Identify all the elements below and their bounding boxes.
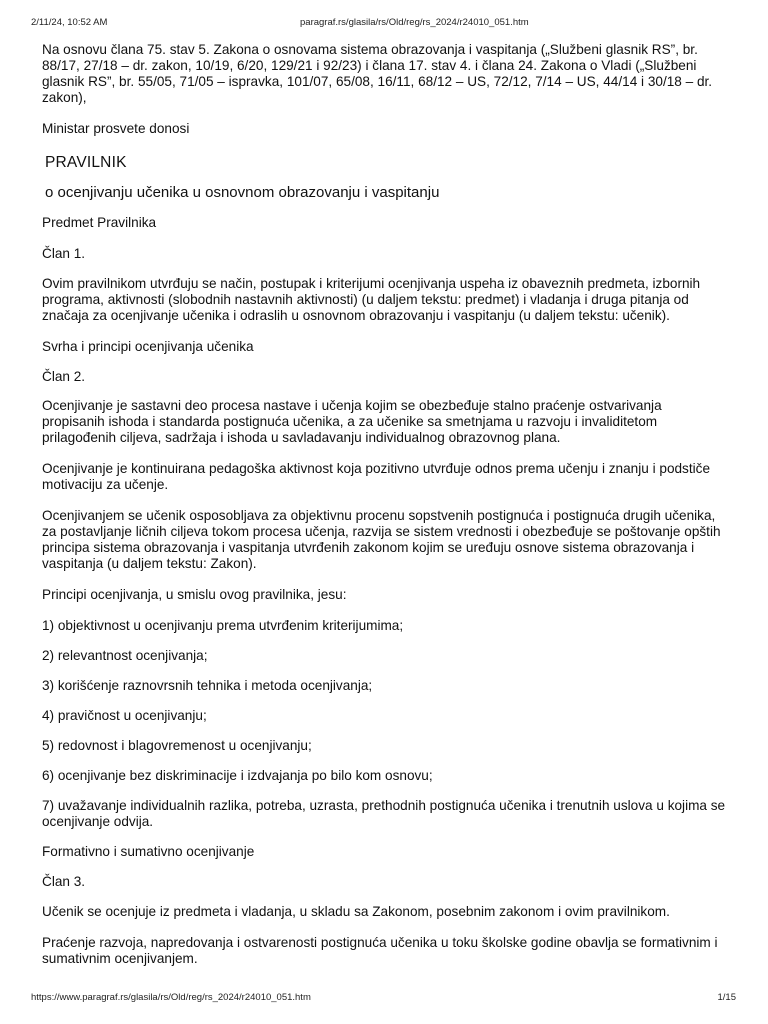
section-heading-3: Formativno i sumativno ocenjivanje [42,844,255,859]
article-2-paragraph: Ocenjivanje je kontinuirana pedagoška aktivnost koja pozitivno utvrđuje odnos prema učenju i znanju i podstiče motivaciju za učenje. [42,461,711,492]
print-datetime: 2/11/24, 10:52 AM [31,17,108,28]
article-label-2: Član 2. [42,369,86,384]
principle-item: 7) uvažavanje individualnih razlika, potreba, uzrasta, prethodnih postignuća učenika i trenutnih uslova u kojima se ocenjivanje odvija. [42,798,726,829]
document-title: PRAVILNIK [45,154,127,171]
article-2-paragraph: Ocenjivanje je sastavni deo procesa nastave i učenja kojim se obezbeđuje stalno praćenje ostvarivanja propisanih ishoda i standarda postignuća učenika, a za učenike sa smetnjama u razvoju i invaliditetom prilagođenih ciljeva, sadržaja i ishoda u savladavanju individualnog obrazovnog plana. [42,398,662,445]
article-3-paragraph: Učenik se ocenjuje iz predmeta i vladanja, u skladu sa Zakonom, posebnim zakonom i ovim pravilnikom. [42,904,670,919]
section-heading-2: Svrha i principi ocenjivanja učenika [42,339,254,354]
article-3-paragraph: Praćenje razvoja, napredovanja i ostvarenosti postignuća učenika u toku školske godine obavlja se formativnim i sumativnim ocenjivanjem. [42,935,718,966]
article-label-1: Član 1. [42,246,86,261]
document-subtitle: o ocenjivanju učenika u osnovnom obrazovanju i vaspitanju [45,184,440,201]
principle-item: 6) ocenjivanje bez diskriminacije i izdvajanja po bilo kom osnovu; [42,768,433,783]
article-2-paragraph: Ocenjivanjem se učenik osposobljava za objektivnu procenu sopstvenih postignuća i postignuća drugih učenika, za postavljanje ličnih ciljeva tokom procesa učenja, razvija se sistem vrednosti i obezbeđuje se poštovanje opštih principa sistema obrazovanja i vaspitanja utvrđenih zakonom kojim se uređuju osnove sistema obrazovanja i vaspitanja (u daljem tekstu: Zakon). [42,508,721,571]
article-label-3: Član 3. [42,874,86,889]
principle-item: 4) pravičnost u ocenjivanju; [42,708,207,723]
principle-item: 3) korišćenje raznovrsnih tehnika i metoda ocenjivanja; [42,678,373,693]
article-1-text: Ovim pravilnikom utvrđuju se način, postupak i kriterijumi ocenjivanja uspeha iz obaveznih predmeta, izbornih programa, aktivnosti (slobodnih nastavnih aktivnosti) (u daljem tekstu: predmet) i vladanja i druga pitanja od značaja za ocenjivanje učenika i odraslih u osnovnom obrazovanju i vaspitanju (u daljem tekstu: učenik). [42,276,701,323]
principle-item: 1) objektivnost u ocenjivanju prema utvrđenim kriterijumima; [42,618,404,633]
print-footer [0,992,768,1006]
preamble: Na osnovu člana 75. stav 5. Zakona o osnovama sistema obrazovanja i vaspitanja („Službeni glasnik RS”, br. 88/17, 27/18 – dr. zakon, 10/19, 6/20, 129/21 i 92/23) i člana 17. stav 4. i člana 24. Zakona o Vladi („Službeni glasnik RS”, br. 55/05, 71/05 – ispravka, 101/07, 65/08, 16/11, 68/12 – US, 72/12, 7/14 – US, 44/14 i 30/18 – dr. zakon), [42,42,713,105]
principle-item: 5) redovnost i blagovremenost u ocenjivanju; [42,738,312,753]
print-doc-path: paragraf.rs/glasila/rs/Old/reg/rs_2024/r24010_051.htm [300,17,529,28]
document-body [42,42,726,981]
issuer: Ministar prosvete donosi [42,121,190,136]
section-heading-1: Predmet Pravilnika [42,215,157,230]
page-indicator: 1/15 [717,992,736,1003]
article-2-paragraph: Principi ocenjivanja, u smislu ovog pravilnika, jesu: [42,587,347,602]
print-url: https://www.paragraf.rs/glasila/rs/Old/reg/rs_2024/r24010_051.htm [31,992,311,1003]
print-header [0,17,768,31]
principle-item: 2) relevantnost ocenjivanja; [42,648,208,663]
